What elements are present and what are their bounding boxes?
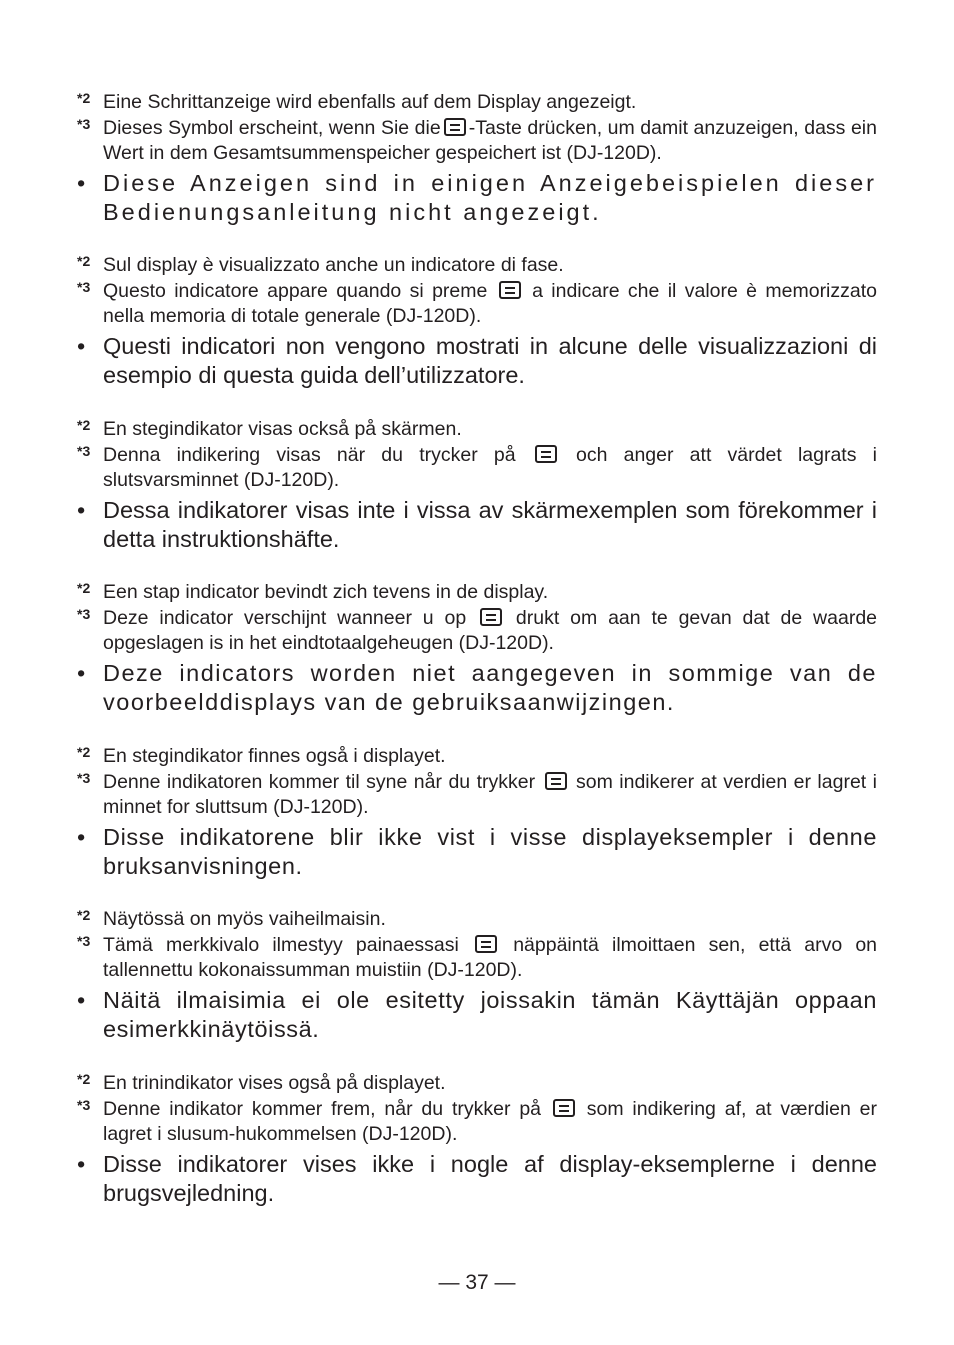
section-german <box>77 90 877 227</box>
footnote-text: Näytössä on myös vaiheilmaisin. <box>103 908 386 930</box>
bullet-dot: • <box>77 1150 86 1177</box>
bullet-note <box>77 823 877 881</box>
bullet-text: Dessa indikatorer visas inte i vissa av skärmexemplen som förekommer i detta instruktionshäfte. <box>103 496 877 552</box>
bullet-text: Näitä ilmaisimia ei ole esitetty joissakin tämän Käyttäjän oppaan esimerkkinäytöissä. <box>103 986 877 1042</box>
footnote-text: En stegindikator finnes også i displayet. <box>103 745 446 767</box>
section-italian <box>77 253 877 390</box>
page-number: — 37 — <box>438 1271 516 1294</box>
footnote-marker: *2 <box>77 417 91 433</box>
footnote-3 <box>77 1097 877 1148</box>
footnote-marker: *2 <box>77 580 91 596</box>
footnote-text-end: som indikerer at verdien er lagret i minnet for sluttsum (DJ-120D). <box>103 770 877 818</box>
section-norwegian <box>77 744 877 881</box>
footnote-3 <box>77 116 877 167</box>
grand-total-key-icon <box>475 935 497 953</box>
grand-total-key-icon <box>545 772 567 790</box>
footnote-marker: *2 <box>77 1071 91 1087</box>
bullet-dot: • <box>77 332 86 359</box>
footnote-marker: *3 <box>77 932 91 949</box>
footnote-text-start: Denna indikering visas när du trycker på <box>103 443 516 466</box>
bullet-dot: • <box>77 823 86 850</box>
grand-total-key-icon <box>480 608 502 626</box>
footnote-2 <box>77 417 877 443</box>
grand-total-key-icon <box>499 281 521 299</box>
bullet-dot: • <box>77 496 86 523</box>
section-swedish <box>77 417 877 554</box>
bullet-dot: • <box>77 986 86 1013</box>
footnote-marker: *3 <box>77 1096 91 1113</box>
footnote-3 <box>77 443 877 494</box>
footnote-2 <box>77 90 877 116</box>
footnote-2 <box>77 580 877 606</box>
footnote-text-start: Tämä merkkivalo ilmestyy painaessasi <box>103 933 459 956</box>
footnote-text-end: och anger att värdet lagrats i slutsvarsminnet (DJ-120D). <box>103 443 878 491</box>
bullet-dot: • <box>77 169 89 196</box>
footnote-3 <box>77 933 877 984</box>
footnote-3 <box>77 279 877 330</box>
footnote-text-start: Deze indicator verschijnt wanneer u op <box>103 606 467 629</box>
footnote-2 <box>77 253 877 279</box>
bullet-text: Disse indikatorer vises ikke i nogle af display-eksemplerne i denne brugsvejledning. <box>103 1150 877 1206</box>
footnote-marker: *2 <box>77 907 91 923</box>
footnote-marker: *3 <box>77 278 91 295</box>
footnote-marker: *2 <box>77 744 91 760</box>
footnote-text-start: Questo indicatore appare quando si preme <box>103 279 488 302</box>
bullet-note <box>77 986 877 1044</box>
footnote-text-end: -Taste drücken, um damit anzuzeigen, dass ein Wert in dem Gesamtsummenspeicher gespeichert ist (DJ-120D). <box>103 116 877 164</box>
footnote-marker: *3 <box>77 115 91 132</box>
bullet-note <box>77 332 877 390</box>
bullet-text: Diese Anzeigen sind in einigen Anzeigebeispielen dieser Bedienungsanleitung nicht angezeigt. <box>103 169 877 225</box>
footnote-text-start: Denne indikator kommer frem, når du trykker på <box>103 1097 542 1120</box>
bullet-note <box>77 169 877 227</box>
bullet-dot: • <box>77 659 87 686</box>
bullet-note <box>77 1150 877 1208</box>
footnote-text-end: drukt om aan te gevan dat de waarde opgeslagen is in het eindtotaalgeheugen (DJ-120D). <box>103 606 878 654</box>
section-danish <box>77 1071 877 1208</box>
footnote-text: Eine Schrittanzeige wird ebenfalls auf dem Display angezeigt. <box>103 91 637 113</box>
bullet-text: Deze indicators worden niet aangegeven in sommige van de voorbeelddisplays van de gebruiksaanwijzingen. <box>103 659 877 715</box>
grand-total-key-icon <box>553 1099 575 1117</box>
footnote-text-start: Denne indikatoren kommer til syne når du trykker <box>103 770 536 793</box>
footnote-3 <box>77 606 877 657</box>
footnote-text: En trinindikator vises også på displayet. <box>103 1072 446 1094</box>
footnote-text: Een stap indicator bevindt zich tevens in de display. <box>103 581 549 603</box>
footnote-3 <box>77 770 877 821</box>
grand-total-key-icon <box>444 118 466 136</box>
footnote-text: En stegindikator visas också på skärmen. <box>103 418 462 440</box>
footnote-text-end: som indikering af, at værdien er lagret i slusum-hukommelsen (DJ-120D). <box>103 1097 878 1145</box>
footnote-text-end: a indicare che il valore è memorizzato nella memoria di totale generale (DJ-120D). <box>103 279 877 327</box>
bullet-text: Questi indicatori non vengono mostrati in alcune delle visualizzazioni di esempio di questa guida dell’utilizzatore. <box>103 332 877 388</box>
section-finnish <box>77 907 877 1044</box>
footnote-2 <box>77 907 877 933</box>
footnote-marker: *3 <box>77 605 91 622</box>
bullet-note <box>77 659 877 717</box>
bullet-note <box>77 496 877 554</box>
footnote-marker: *2 <box>77 90 91 106</box>
bullet-text: Disse indikatorene blir ikke vist i visse displayeksempler i denne bruksanvisningen. <box>103 823 877 879</box>
footnote-text-start: Dieses Symbol erscheint, wenn Sie die <box>103 116 441 139</box>
footnote-text-end: näppäintä ilmoittaen sen, että arvo on tallennettu kokonaissumman muistiin (DJ-120D). <box>103 933 878 981</box>
grand-total-key-icon <box>535 445 557 463</box>
footnote-marker: *3 <box>77 442 91 459</box>
footnote-marker: *3 <box>77 769 91 786</box>
footnote-2 <box>77 1071 877 1097</box>
footnote-text: Sul display è visualizzato anche un indicatore di fase. <box>103 254 564 276</box>
footnote-marker: *2 <box>77 253 91 269</box>
section-dutch <box>77 580 877 717</box>
footnote-2 <box>77 744 877 770</box>
